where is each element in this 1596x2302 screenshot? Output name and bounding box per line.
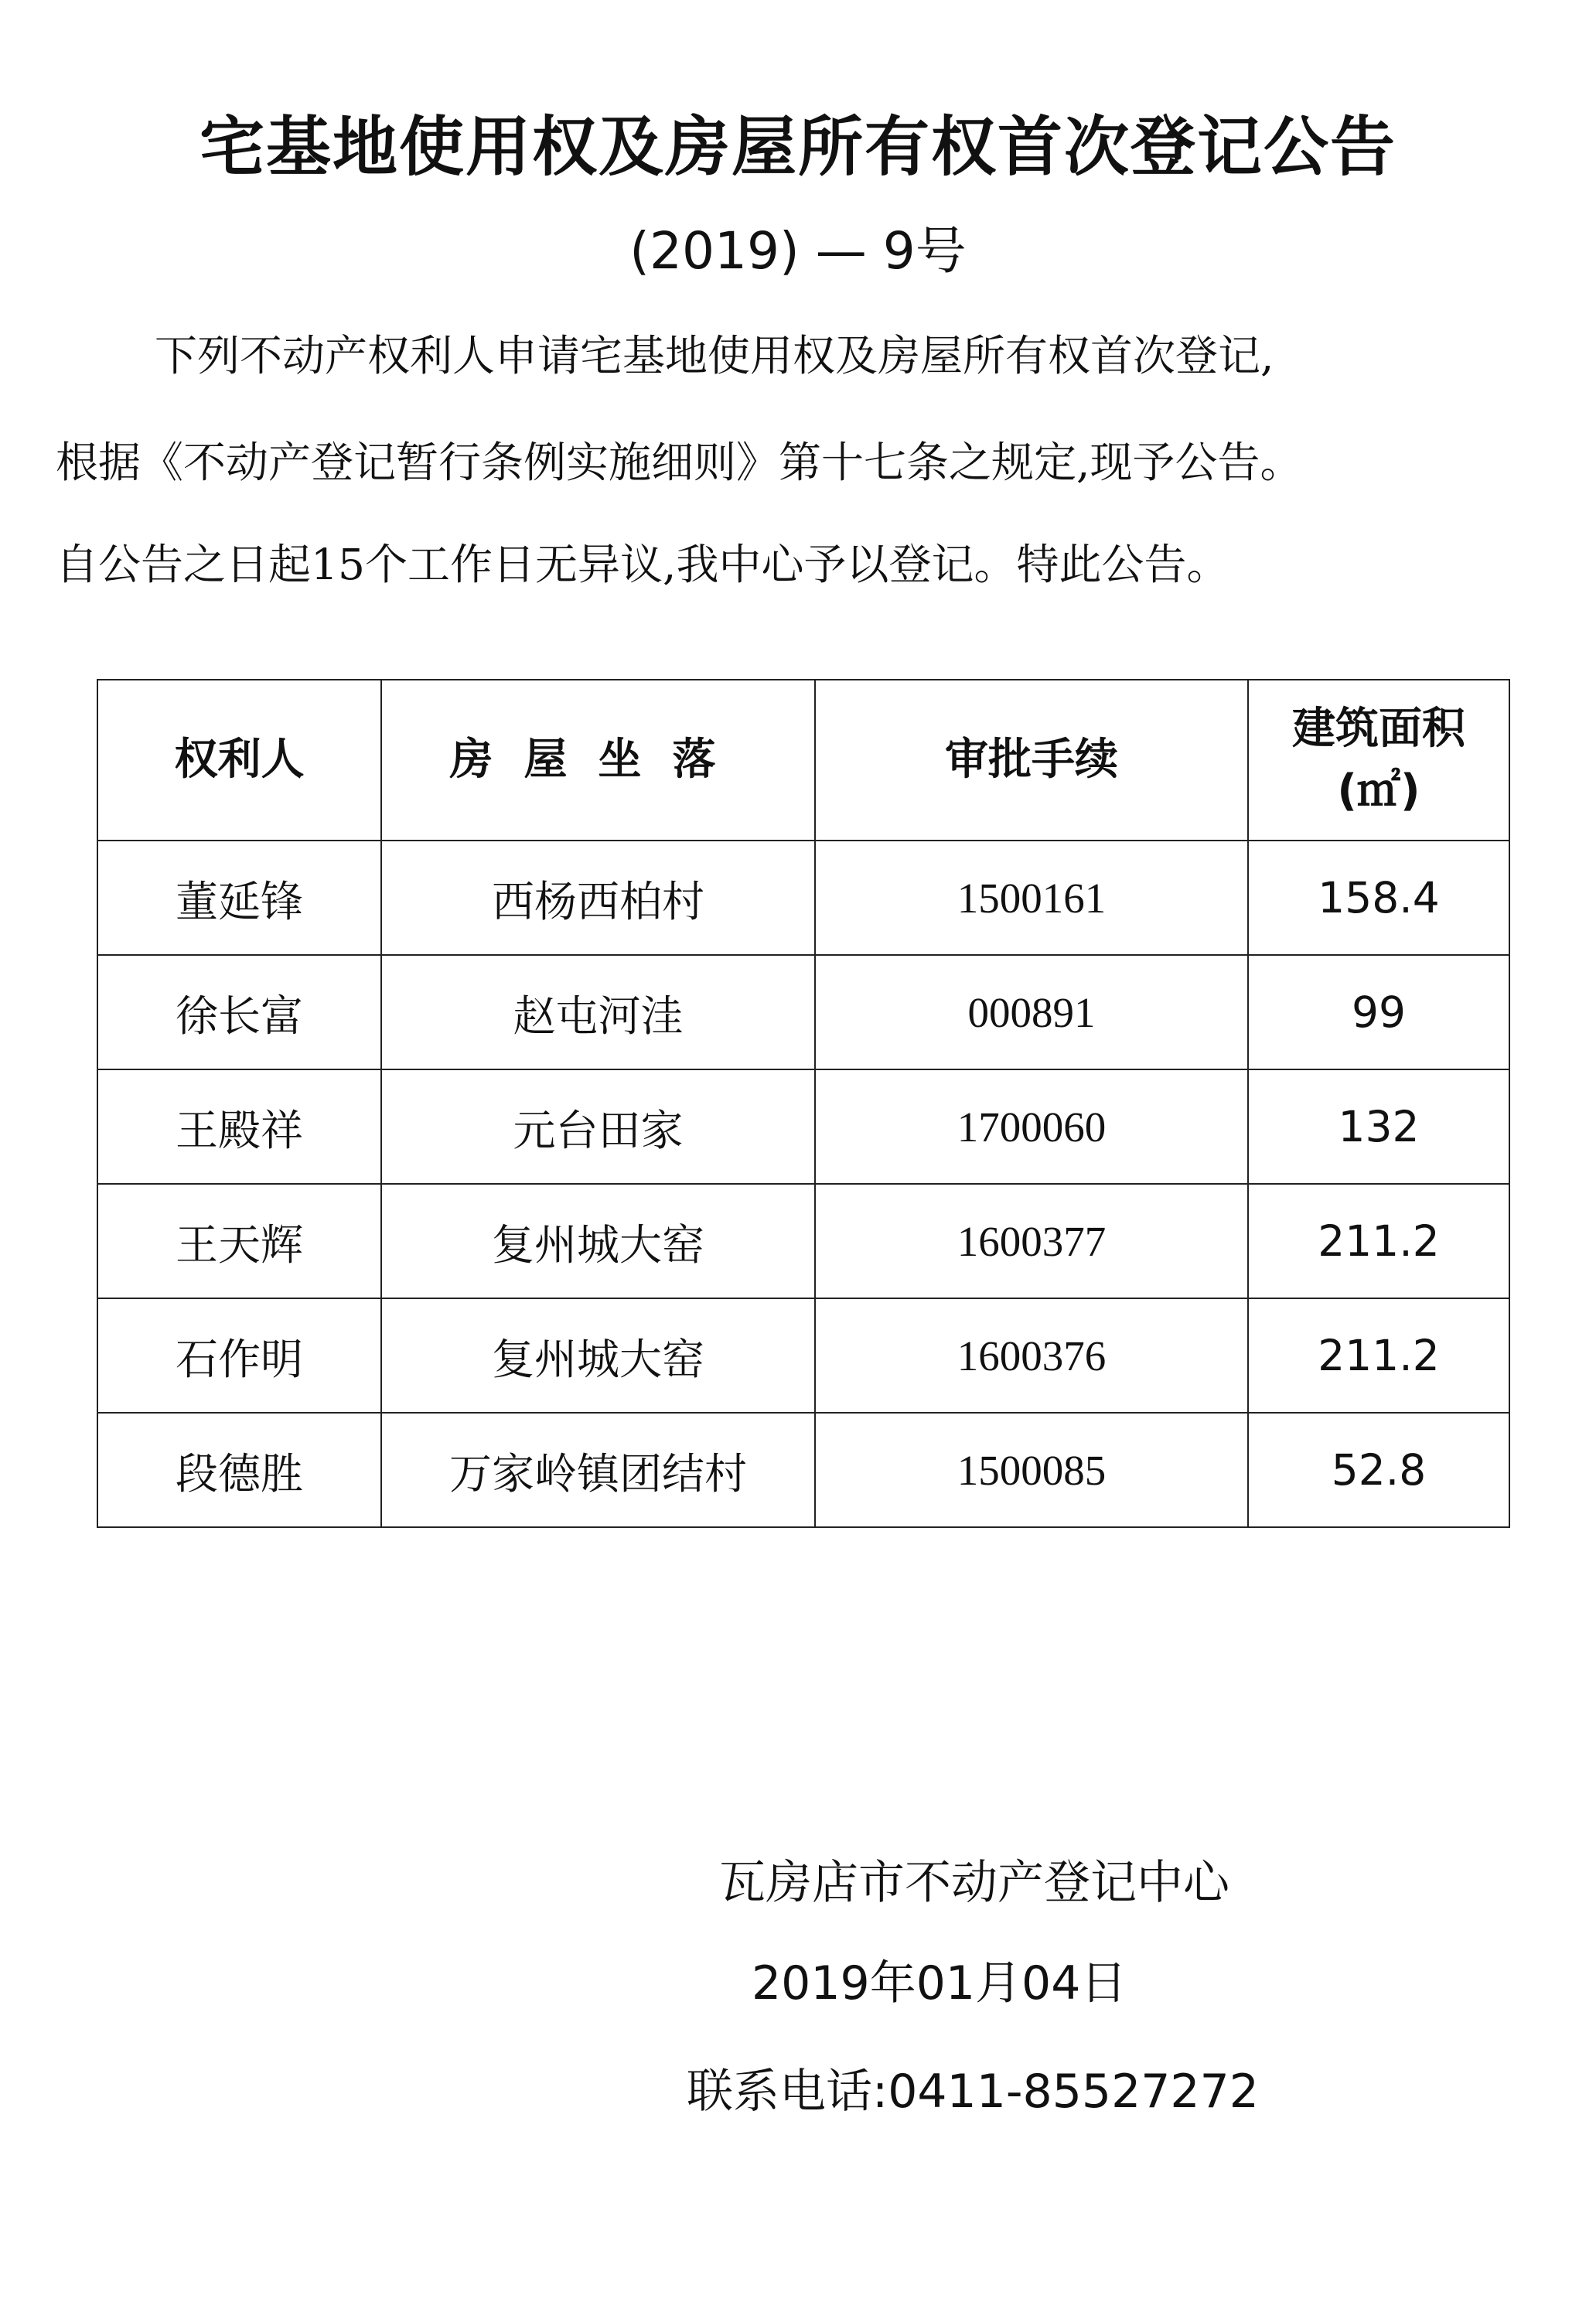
approval-cell: 1500085 bbox=[815, 1413, 1248, 1527]
location-cell: 万家岭镇团结村 bbox=[381, 1413, 815, 1527]
notice-title: 宅基地使用权及房屋所有权首次登记公告 bbox=[199, 109, 1396, 185]
holder-cell: 王天辉 bbox=[97, 1184, 381, 1298]
holder-cell: 徐长富 bbox=[97, 955, 381, 1069]
header-area-label: 建筑面积 bbox=[1292, 704, 1465, 754]
location-cell: 元台田家 bbox=[381, 1069, 815, 1184]
holder-cell: 石作明 bbox=[97, 1298, 381, 1413]
area-cell: 158.4 bbox=[1248, 841, 1509, 955]
header-approval: 审批手续 bbox=[815, 680, 1248, 841]
table-header-row bbox=[97, 680, 1509, 841]
area-cell: 211.2 bbox=[1248, 1184, 1509, 1298]
issuing-organization: 瓦房店市不动产登记中心 bbox=[719, 1856, 1229, 1910]
table-row bbox=[97, 1298, 1509, 1413]
notice-paragraph-line-2: 根据《不动产登记暂行条例实施细则》第十七条之规定,现予公告。 bbox=[56, 438, 1303, 487]
holder-cell: 董延锋 bbox=[97, 841, 381, 955]
header-area-unit: (㎡) bbox=[1337, 766, 1420, 816]
issue-date: 2019年01月04日 bbox=[752, 1956, 1127, 2010]
area-cell: 99 bbox=[1248, 955, 1509, 1069]
approval-cell: 000891 bbox=[815, 955, 1248, 1069]
header-area bbox=[1248, 680, 1509, 841]
table-row bbox=[97, 955, 1509, 1069]
approval-cell: 1600376 bbox=[815, 1298, 1248, 1413]
table-row bbox=[97, 1069, 1509, 1184]
header-location: 房屋坐落 bbox=[381, 680, 815, 841]
table-row bbox=[97, 841, 1509, 955]
location-cell: 复州城大窑 bbox=[381, 1184, 815, 1298]
location-cell: 西杨西柏村 bbox=[381, 841, 815, 955]
document-number: (2019) — 9号 bbox=[629, 221, 967, 281]
table-row bbox=[97, 1413, 1509, 1527]
holder-cell: 王殿祥 bbox=[97, 1069, 381, 1184]
registration-table bbox=[97, 679, 1510, 1528]
location-cell: 赵屯河洼 bbox=[381, 955, 815, 1069]
area-cell: 132 bbox=[1248, 1069, 1509, 1184]
approval-cell: 1500161 bbox=[815, 841, 1248, 955]
notice-paragraph-line-3: 自公告之日起15个工作日无异议,我中心予以登记。特此公告。 bbox=[56, 540, 1229, 589]
area-cell: 52.8 bbox=[1248, 1413, 1509, 1527]
header-holder: 权利人 bbox=[97, 680, 381, 841]
table-row bbox=[97, 1184, 1509, 1298]
notice-paragraph-line-1: 下列不动产权利人申请宅基地使用权及房屋所有权首次登记, bbox=[155, 331, 1274, 380]
contact-phone: 联系电话:0411-85527272 bbox=[687, 2065, 1259, 2119]
approval-cell: 1700060 bbox=[815, 1069, 1248, 1184]
area-cell: 211.2 bbox=[1248, 1298, 1509, 1413]
location-cell: 复州城大窑 bbox=[381, 1298, 815, 1413]
approval-cell: 1600377 bbox=[815, 1184, 1248, 1298]
holder-cell: 段德胜 bbox=[97, 1413, 381, 1527]
